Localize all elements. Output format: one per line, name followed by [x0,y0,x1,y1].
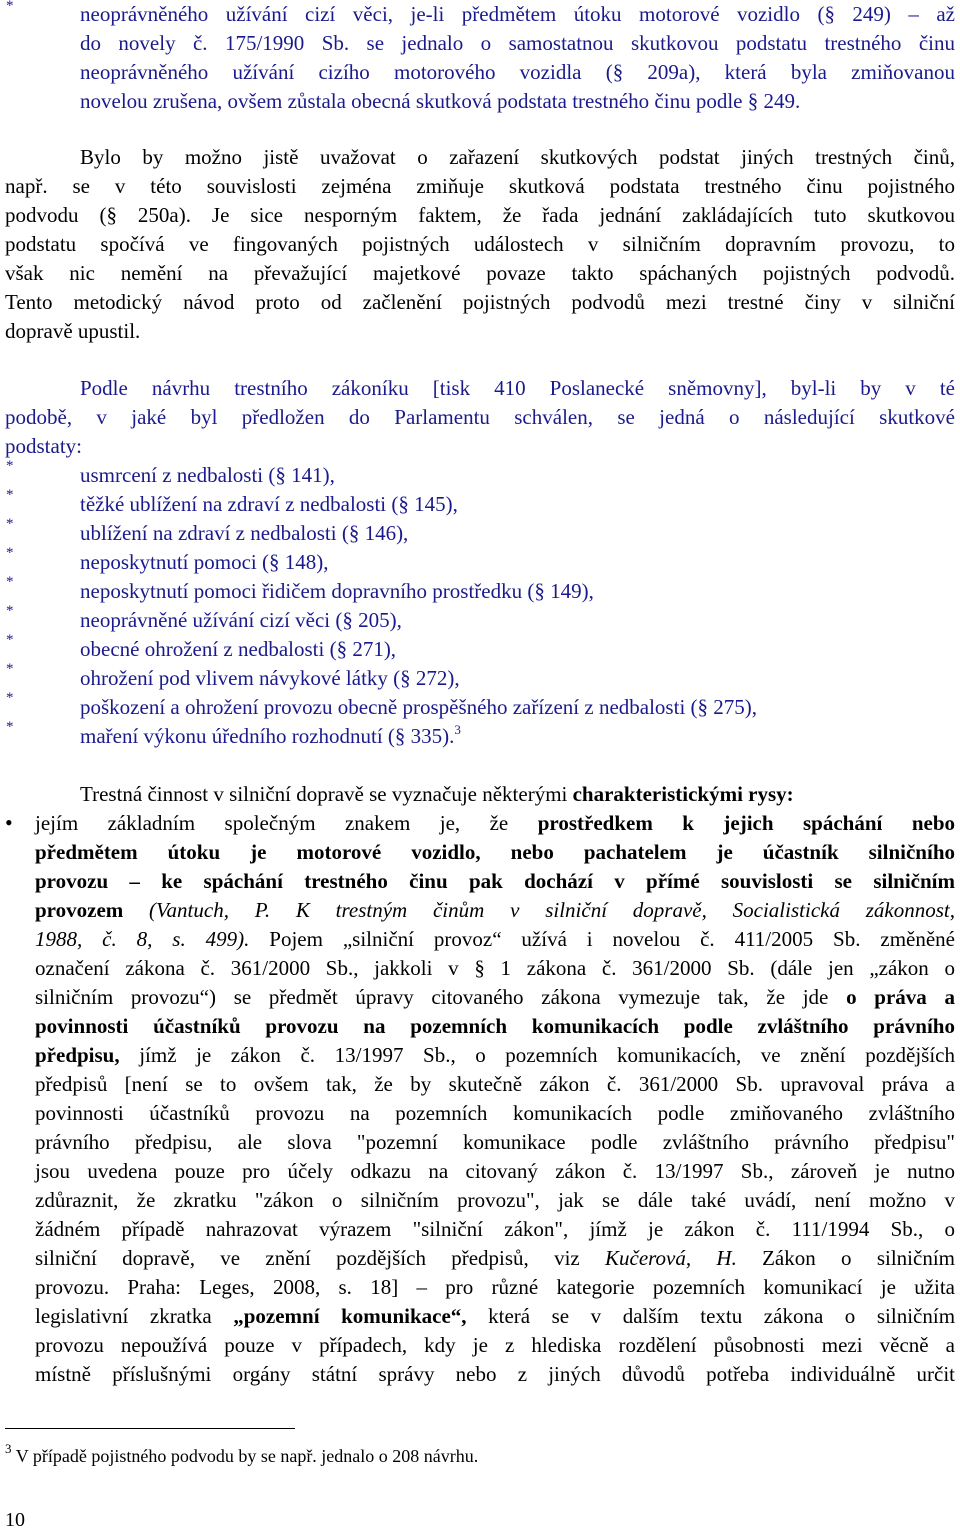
paragraph-line: 1988, č. 8, s. 499). Pojem „silniční provoz“ užívá i novelou č. 411/2005 Sb. změněné [35,927,955,951]
footnote-divider [5,1428,295,1429]
list-item: těžké ublížení na zdraví z nedbalosti (§ 145), [80,492,458,516]
paragraph-line: předmětem útoku je motorové vozidlo, nebo pachatelem je účastník silničního [35,840,955,864]
paragraph-line: povinnosti účastníků provozu na pozemních komunikacích podle zmiňovaného zvláštního [35,1101,955,1125]
list-marker: * [6,719,14,735]
paragraph-line: předpisu, jímž je zákon č. 13/1997 Sb., o pozemních komunikacích, ve znění pozdějších [35,1043,955,1067]
paragraph-line: provozu – ke spáchání trestného činu pak dochází v přímé souvislosti se silničním [35,869,955,893]
paragraph-line: provozu nepoužívá pouze v případech, kdy je z hlediska rozdělení působnosti mezi věcně a [35,1333,955,1357]
paragraph-line: dopravě upustil. [5,319,141,343]
list-item: neposkytnutí pomoci (§ 148), [80,550,329,574]
paragraph-line: však nic nemění na převažující majetkové povaze takto spáchaných pojistných podvodů. [5,261,955,285]
list-marker: * [6,487,14,503]
paragraph-line: podstaty: [5,434,82,458]
paragraph-line: podobě, v jaké byl předložen do Parlamentu schválen, se jedná o následující skutkové [5,405,955,429]
bullet-dot: • [5,810,13,835]
paragraph-line: např. se v této souvislosti zejména zmiňuje skutková podstata trestného činu pojistného [5,174,955,198]
footnote-text: V případě pojistného podvodu by se např. jednalo o 208 návrhu. [15,1446,479,1466]
paragraph-line: provozem (Vantuch, P. K trestným činům v silniční dopravě, Socialistická zákonnost, [35,898,955,922]
paragraph-intro: Trestná činnost v silniční dopravě se vyznačuje některými charakteristickými rysy: [80,782,794,806]
paragraph-line: podvodu (§ 250a). Je sice nesporným faktem, že řada jednání zakládajících tuto skutkovou [5,203,955,227]
paragraph-line: jsou uvedena pouze pro účely odkazu na citovaný zákon č. 13/1997 Sb., zároveň je nutno [35,1159,955,1183]
list-marker: * [6,574,14,590]
top-list-line: novelou zrušena, ovšem zůstala obecná skutková podstata trestného činu podle § 249. [80,89,801,113]
footnote-number: 3 [5,1441,12,1456]
top-list-line: do novely č. 175/1990 Sb. se jednalo o samostatnou skutkovou podstatu trestného činu [80,31,955,55]
paragraph-line: Podle návrhu trestního zákoníku [tisk 410 Poslanecké sněmovny], byl-li by v té [80,376,955,400]
list-marker: * [6,516,14,532]
paragraph-line: silničním provozu“) se předmět úpravy citovaného zákona vymezuje tak, že jde o práva a [35,985,956,1009]
list-marker: * [6,545,14,561]
top-list-line: neoprávněného užívání cizího motorového vozidla (§ 209a), která byla zmiňovanou [80,60,955,84]
list-item: poškození a ohrožení provozu obecně prospěšného zařízení z nedbalosti (§ 275), [80,695,758,719]
paragraph-line: silniční dopravě, ve znění pozdějších předpisů, viz Kučerová, H. Zákon o silničním [35,1246,955,1270]
paragraph-line: Tento metodický návod proto od začlenění pojistných podvodů mezi trestné činy v silniční [5,290,955,314]
list-item: neposkytnutí pomoci řidičem dopravního prostředku (§ 149), [80,579,594,603]
paragraph-line: zdůraznit, že zkratku "zákon o silničním provozu", jak se dále také uvádí, není možno v [35,1188,955,1212]
paragraph-line: Bylo by možno jistě uvažovat o zařazení skutkových podstat jiných trestných činů, [80,145,955,169]
list-marker: * [6,0,14,14]
list-marker: * [6,661,14,677]
list-item: obecné ohrožení z nedbalosti (§ 271), [80,637,397,661]
list-item: ohrožení pod vlivem návykové látky (§ 272), [80,666,460,690]
paragraph-line: legislativní zkratka „pozemní komunikace“, která se v dalším textu zákona o silničním [35,1304,956,1328]
paragraph-line: právního předpisu, ale slova "pozemní komunikace podle zvláštního právního předpisu" [35,1130,955,1154]
list-marker: * [6,603,14,619]
paragraph-line: provozu. Praha: Leges, 2008, s. 18] – pro různé kategorie pozemních komunikací je užita [35,1275,955,1299]
paragraph-line: jejím základním společným znakem je, že prostředkem k jejich spáchání nebo [35,811,956,835]
list-item: ublížení na zdraví z nedbalosti (§ 146), [80,521,409,545]
paragraph-line: žádném případě nahrazovat výrazem "silniční zákon", jímž je zákon č. 111/1994 Sb., o [35,1217,955,1241]
paragraph-line: podstatu spočívá ve fingovaných pojistných událostech v silničním dopravním provozu, to [5,232,955,256]
paragraph-line: místně příslušnými orgány státní správy nebo z jiných důvodů potřeba individuálně určit [35,1362,955,1386]
paragraph-line: povinnosti účastníků provozu na pozemních komunikacích podle zvláštního právního [35,1014,955,1038]
footnote [5,1442,478,1471]
paragraph-line: předpisů [není se to ovšem tak, že by skutečně zákon č. 361/2000 Sb. upravoval práva a [35,1072,955,1096]
list-item: neoprávněné užívání cizí věci (§ 205), [80,608,402,632]
list-marker: * [6,690,14,706]
footnote-ref: 3 [454,722,461,737]
paragraph-line: označení zákona č. 361/2000 Sb., jakkoli v § 1 zákona č. 361/2000 Sb. (dále jen „zákon o [35,956,955,980]
list-item: usmrcení z nedbalosti (§ 141), [80,463,335,487]
page-number: 10 [5,1509,25,1531]
list-item: maření výkonu úředního rozhodnutí (§ 335).$^3$ [80,722,461,748]
list-marker: * [6,458,14,474]
top-list-line: neoprávněného užívání cizí věci, je-li předmětem útoku motorové vozidlo (§ 249) – až [80,2,955,26]
list-marker: * [6,632,14,648]
